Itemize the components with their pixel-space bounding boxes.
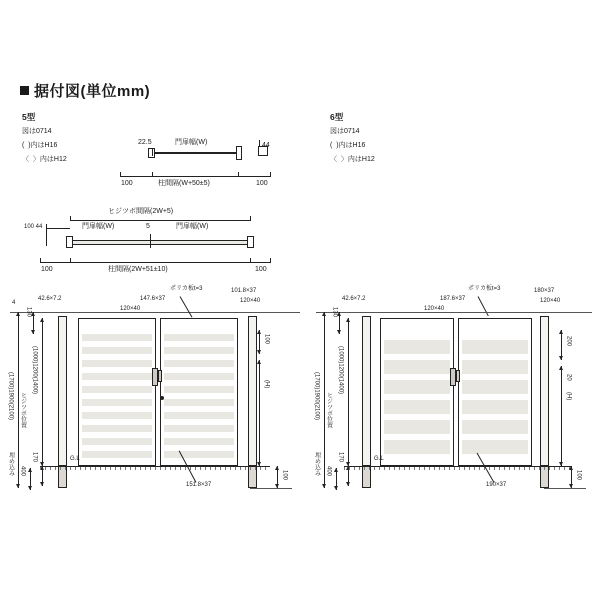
left-elev-bottom-right-dim: 100 bbox=[281, 470, 288, 481]
left-note3: 〈 〉内はH12 bbox=[22, 156, 67, 163]
page-title-text: 据付図(単位mm) bbox=[34, 83, 151, 100]
plan2-dim-100-left: 100 bbox=[41, 266, 53, 273]
right-elev-dim-130: 130 bbox=[331, 307, 338, 318]
plan2-dim-100-right: 100 bbox=[255, 266, 267, 273]
right-elev-height-inner: (1000)1200(1400) bbox=[337, 346, 344, 395]
plan-pillar-span: 柱間隔(W+50±5) bbox=[158, 180, 210, 187]
plan-dim-100-right: 100 bbox=[256, 180, 268, 187]
right-elev-height-range: (1700)1900(2100) bbox=[313, 372, 320, 421]
right-elev-dim-120x40b: 120×40 bbox=[540, 298, 561, 304]
left-note1: 図は0714 bbox=[22, 128, 52, 135]
left-elev-bury-label: 埋め込み bbox=[7, 452, 14, 476]
right-elev-H-label: (H) bbox=[565, 392, 572, 401]
right-elev-bury-label: 埋め込み bbox=[313, 452, 320, 476]
right-note3: 〈 〉内はH12 bbox=[330, 156, 375, 163]
left-elev-dim-101-8: 101.8×37 bbox=[231, 288, 257, 294]
plan-gate-width-label: 門扉幅(W) bbox=[175, 139, 208, 146]
plan-dim-44: 44 bbox=[262, 142, 270, 149]
right-elev-polica-label: ポリカ板t=3 bbox=[468, 286, 501, 292]
left-model-label: 5型 bbox=[22, 112, 36, 122]
right-elev-dim-170: 170 bbox=[337, 452, 344, 463]
left-elev-dim-400: 400 bbox=[19, 466, 26, 477]
plan2-gate-gap: 5 bbox=[146, 223, 150, 230]
right-elev-dim-42-6: 42.6×7.2 bbox=[342, 296, 366, 302]
plan-dim-22-5: 22.5 bbox=[138, 139, 152, 146]
left-elev-dim-100-upper: 100 bbox=[263, 334, 270, 345]
plan2-dim-100-44: 100 44 bbox=[24, 224, 43, 230]
left-elev-mark4: 4 bbox=[12, 300, 16, 306]
left-elev-dim-120x40b: 120×40 bbox=[240, 298, 261, 304]
plan2-pillar-span: 柱間隔(2W+51±10) bbox=[108, 266, 168, 273]
right-elev-dim-180: 180×37 bbox=[534, 288, 555, 294]
plan2-gate-w-left: 門扉幅(W) bbox=[82, 223, 115, 230]
right-model-label: 6型 bbox=[330, 112, 344, 122]
right-elev-dim-400: 400 bbox=[325, 466, 332, 477]
left-elev-dim-120x40a: 120×40 bbox=[120, 306, 141, 312]
right-elev-dim-20: 20 bbox=[565, 374, 572, 381]
left-elev-dim-130: 130 bbox=[25, 307, 32, 318]
right-elev-dim-187-6: 187.6×37 bbox=[440, 296, 466, 302]
left-elev-polica-label: ポリカ板t=3 bbox=[170, 286, 203, 292]
left-elev-dim-170: 170 bbox=[31, 452, 38, 463]
left-elev-hinge-pos: ヒジツボ位置 bbox=[19, 392, 26, 428]
left-elev-H-label: (H) bbox=[263, 380, 270, 389]
right-elev-gl: G.L bbox=[374, 456, 384, 462]
handle-dot-icon bbox=[160, 396, 164, 400]
right-elev-hinge-pos: ヒジツボ位置 bbox=[325, 392, 332, 428]
plan2-gate-w-right: 門扉幅(W) bbox=[176, 223, 209, 230]
left-note2: ( )内はH16 bbox=[22, 142, 58, 149]
right-elev-bottom-right-dim: 100 bbox=[575, 470, 582, 481]
left-elev-bottom-dim: 151.8×37 bbox=[186, 482, 212, 488]
left-elev-dim-147-6: 147.6×37 bbox=[140, 296, 166, 302]
right-note1: 図は0714 bbox=[330, 128, 360, 135]
title-bullet-icon bbox=[20, 86, 29, 95]
right-elev-bottom-dim: 190×37 bbox=[486, 482, 507, 488]
right-elev-dim-120x40a: 120×40 bbox=[424, 306, 445, 312]
left-elev-dim-42-6: 42.6×7.2 bbox=[38, 296, 62, 302]
right-note2: ( )内はH16 bbox=[330, 142, 366, 149]
left-elev-height-inner: (1000)1200(1400) bbox=[31, 346, 38, 395]
plan2-hinge-span: ヒジツボ間隔(2W+5) bbox=[108, 208, 174, 215]
right-elev-dim-200: 200 bbox=[565, 336, 572, 347]
left-elev-gl: G.L bbox=[70, 456, 80, 462]
left-elev-height-range: (1700)1900(2100) bbox=[7, 372, 14, 421]
page-title bbox=[20, 80, 150, 101]
plan-dim-100-left: 100 bbox=[121, 180, 133, 187]
